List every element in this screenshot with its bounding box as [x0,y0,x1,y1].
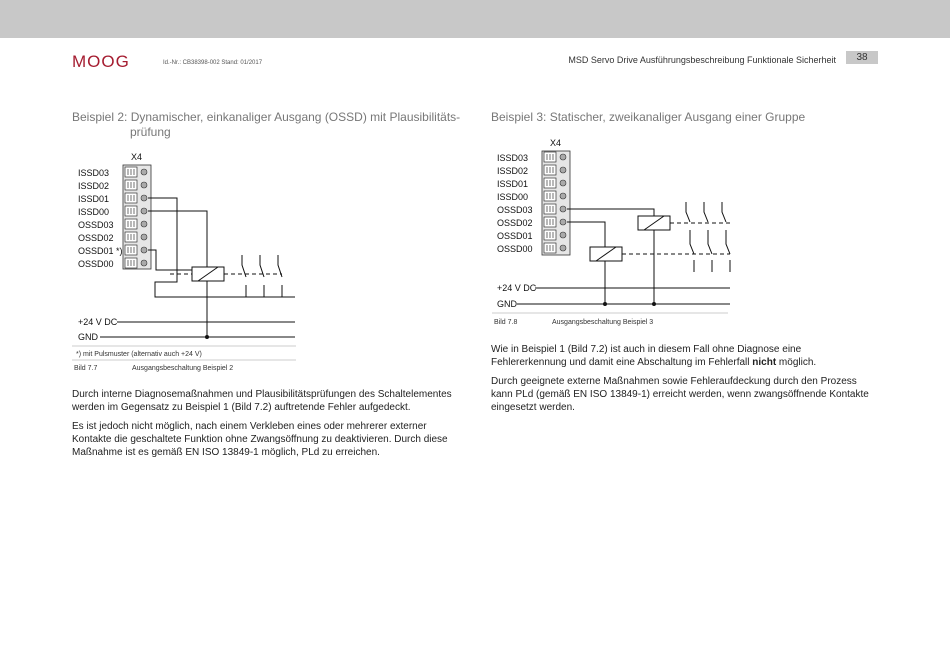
supply-label: +24 V DC [78,317,118,327]
example-2-paragraph-1: Durch interne Diagnosemaßnahmen und Plausibilitätsprüfungen des Schaltelementes werden im Gegensatz zu Beispiel 1 (Bild 7.2) auftretende Fehler aufgedeckt. [72,389,452,413]
junction-dot [205,335,209,339]
footnote-text: *) mit Pulsmuster (alternativ auch +24 V) [76,351,202,358]
pin-label-issd02: ISSD02 [497,166,529,176]
page-number: 38 [846,51,878,64]
pin-label-issd00: ISSD00 [497,192,529,202]
connector-label: X4 [550,138,562,148]
pin-label-issd00: ISSD00 [78,207,110,217]
figure-caption: Ausgangsbeschaltung Beispiel 2 [132,365,234,372]
pin-label-ossd01: OSSD01 *) [78,246,123,256]
gnd-label: GND [497,299,517,309]
pin-label-ossd02: OSSD02 [78,233,114,243]
document-id: Id.-Nr.: CB38398-002 Stand: 01/2017 [163,60,263,66]
pin-label-issd01: ISSD01 [497,179,529,189]
running-header-title: MSD Servo Drive Ausführungsbeschreibung Funktionale Sicherheit [568,55,836,65]
pin-label-ossd03: OSSD03 [78,220,114,230]
gnd-label: GND [78,332,98,342]
junction-dot-k1 [652,302,656,306]
pin-label-issd01: ISSD01 [78,194,110,204]
figure-caption: Ausgangsbeschaltung Beispiel 3 [552,319,654,326]
top-bar [0,0,950,38]
example-3-heading: Beispiel 3: Statischer, zweikanaliger Ausgang einer Gruppe [491,110,806,124]
wire-ossd03 [567,209,654,216]
wire-ossd02 [567,222,605,247]
wire-issd01 [148,198,295,297]
pin-label-issd03: ISSD03 [78,168,110,178]
example-3-paragraph-1-emphasis: nicht [752,357,777,368]
pin-label-issd03: ISSD03 [497,153,529,163]
example-2-heading [72,110,472,140]
contact-set-left [242,255,282,297]
example-3-paragraph-1-start: Wie in Beispiel 1 (Bild 7.2) ist auch in diesem Fall ohne Diagnose eine Fehlererkennung und damit eine Abschaltung im Fehlerfall [491,344,802,368]
circuit-diagram-example-2 [70,145,310,375]
supply-label: +24 V DC [497,283,537,293]
circuit-diagram-example-3 [490,132,740,327]
pin-label-ossd01: OSSD01 [497,231,533,241]
wire-ossd01 [148,250,192,270]
pin-label-ossd03: OSSD03 [497,205,533,215]
figure-number: Bild 7.8 [494,319,518,326]
junction-dot-k2 [603,302,607,306]
pin-label-ossd00: OSSD00 [78,259,114,269]
pin-label-ossd02: OSSD02 [497,218,533,228]
example-3-paragraph-1-end: möglich. [776,357,817,368]
example-2-heading-line1: Beispiel 2: Dynamischer, einkanaliger Ausgang (OSSD) mit Plausibilitäts- [72,110,461,124]
connector-label: X4 [131,152,143,162]
pin-label-issd02: ISSD02 [78,181,110,191]
example-2-paragraph-2: Es ist jedoch nicht möglich, nach einem Verkleben eines oder mehrerer externer Kontakte die geschaltete Funktion ohne Zwangsöffnung zu deaktivieren. Durch diese Maßnahme ist es gemäß EN ISO 13849-1 möglich, PLd zu erreichen. [72,421,448,458]
figure-number: Bild 7.7 [74,365,98,372]
example-3-paragraph-2: Durch geeignete externe Maßnahmen sowie Fehleraufdeckung durch den Prozess kann PLd (gemäß EN ISO 13849-1) erreicht werden, wenn zwangsöffnende Kontakte eingesetzt werden. [491,376,869,413]
moog-logo: MOOG [72,52,130,71]
example-3-paragraph-1 [491,343,876,369]
pin-label-ossd00: OSSD00 [497,244,533,254]
example-2-heading-line2: prüfung [130,125,171,139]
contact-set-upper [686,202,726,236]
